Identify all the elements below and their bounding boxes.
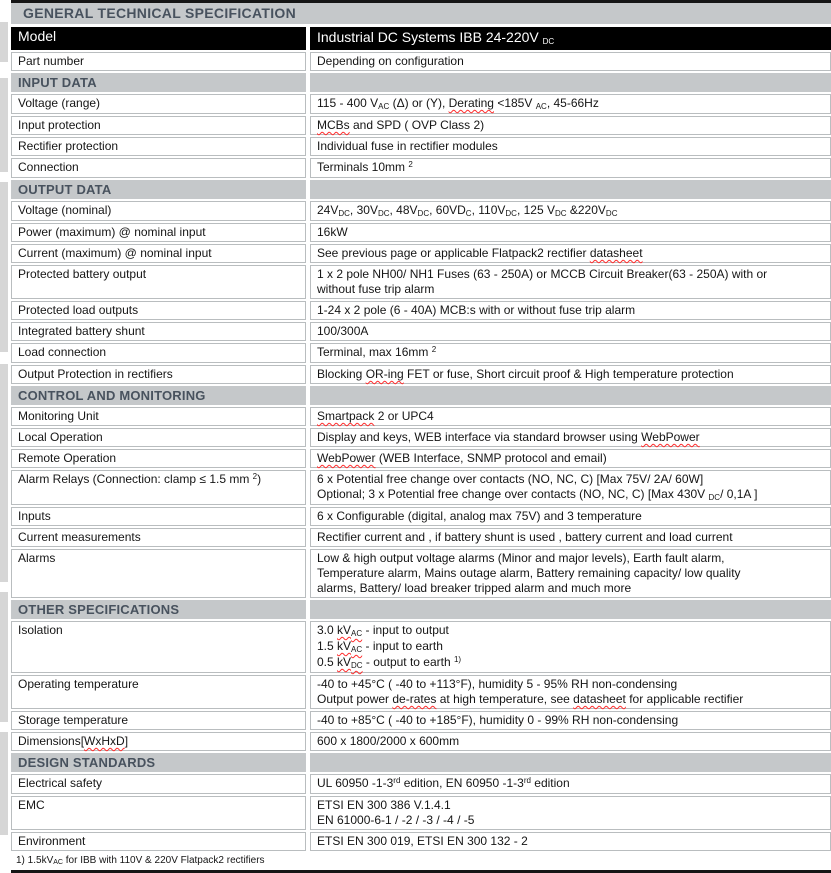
- table-row: [11, 223, 831, 242]
- spellcheck-flagged-text: kV: [337, 623, 352, 637]
- value-line: [317, 246, 824, 261]
- text-run: Protected load outputs: [18, 303, 139, 317]
- scan-edge-gap: [0, 582, 8, 592]
- row-label: [11, 470, 306, 505]
- superscript-text: rd: [393, 776, 401, 785]
- table-row: [11, 449, 831, 468]
- row-value: [310, 470, 831, 505]
- section-header-row: [11, 73, 831, 92]
- text-run: ETSI EN 300 019, ETSI EN 300 132 - 2: [317, 834, 528, 848]
- row-value: [310, 27, 831, 50]
- text-run: Output power: [317, 692, 393, 706]
- text-run: &220V: [566, 203, 606, 217]
- text-run: Storage temperature: [18, 713, 129, 727]
- text-run: 16kW: [317, 225, 348, 239]
- scan-edge-gap: [0, 722, 8, 732]
- text-run: for applicable rectifier: [625, 692, 744, 706]
- superscript-text: 2: [408, 160, 413, 169]
- row-label: [11, 52, 306, 71]
- row-label: [11, 428, 306, 447]
- value-line: [317, 692, 824, 707]
- section-header-spacer: [310, 386, 831, 405]
- spellcheck-flagged-text: WebPower: [317, 451, 376, 465]
- text-run: Load connection: [18, 345, 107, 359]
- subscript-text: AC: [378, 102, 390, 111]
- value-line: [317, 776, 824, 792]
- spellcheck-flagged-text: DC: [351, 661, 363, 670]
- section-header-spacer: [310, 180, 831, 199]
- row-value: [310, 675, 831, 709]
- row-label: [11, 774, 306, 794]
- spellcheck-flagged-text: kV: [337, 639, 352, 653]
- subscript-text: DC: [554, 209, 567, 218]
- spellcheck-flagged-text: WebPower: [641, 430, 700, 444]
- text-run: Inputs: [18, 509, 51, 523]
- value-line: [317, 303, 824, 318]
- footnote: [11, 853, 831, 873]
- text-run: Remote Operation: [18, 451, 117, 465]
- text-run: (WEB Interface, SNMP protocol and email): [375, 451, 607, 465]
- text-run: 115 - 400 V: [317, 96, 379, 110]
- text-run: Local Operation: [18, 430, 103, 444]
- text-run: 2 or UPC4: [374, 409, 434, 423]
- value-line: [317, 160, 824, 176]
- value-line: [317, 225, 824, 240]
- row-value: [310, 549, 831, 598]
- text-run: Part number: [18, 54, 85, 68]
- superscript-text: 2: [431, 345, 437, 354]
- spellcheck-flagged-text: de-rates: [392, 692, 437, 706]
- row-value: [310, 223, 831, 242]
- subscript-text: DC: [708, 493, 721, 502]
- row-label: [11, 549, 306, 598]
- section-header-spacer: [310, 600, 831, 619]
- value-line: [317, 203, 824, 219]
- subscript-text: DC: [542, 37, 555, 46]
- table-row: [11, 621, 831, 673]
- row-value: [310, 52, 831, 71]
- text-run: Protected battery output: [18, 267, 147, 281]
- text-run: Industrial DC Systems IBB 24-220V: [317, 29, 543, 45]
- text-run: Environment: [18, 834, 86, 848]
- text-run: - output to earth: [362, 655, 454, 669]
- text-run: edition, EN 60950 -1-3: [400, 776, 524, 790]
- text-run: Input protection: [18, 118, 101, 132]
- text-run: and SPD ( OVP Class 2): [349, 118, 485, 132]
- text-run: Low & high output voltage alarms (Minor and major levels), Earth fault alarm,: [317, 551, 725, 565]
- value-line: [317, 566, 824, 581]
- row-value: [310, 322, 831, 341]
- value-line: [317, 623, 824, 639]
- row-value: [310, 774, 831, 794]
- value-line: [317, 324, 824, 339]
- table-row: [11, 774, 831, 794]
- row-value: [310, 832, 831, 851]
- row-label: [11, 675, 306, 709]
- value-line: [317, 267, 824, 282]
- subscript-text: C: [465, 209, 472, 218]
- value-line: [317, 367, 824, 382]
- text-run: , 30V: [349, 203, 378, 217]
- spellcheck-flagged-text: WxHxD: [84, 734, 125, 748]
- row-value: [310, 507, 831, 526]
- text-run: - input to earth: [362, 639, 443, 653]
- table-row: [11, 470, 831, 505]
- section-header-label: OUTPUT DATA: [11, 180, 306, 199]
- row-label: [11, 265, 306, 299]
- spellcheck-flagged-text: AC: [351, 629, 363, 638]
- value-line: [317, 509, 824, 524]
- scan-edge-gap: [0, 352, 8, 364]
- value-line: [317, 451, 824, 466]
- section-header-spacer: [310, 753, 831, 772]
- text-run: 1) 1.5kV: [16, 855, 54, 866]
- text-run: ETSI EN 300 386 V.1.4.1: [317, 798, 451, 812]
- table-row: [11, 428, 831, 447]
- row-label: [11, 365, 306, 384]
- text-run: / 0,1A ]: [720, 487, 758, 501]
- row-value: [310, 796, 831, 830]
- row-value: [310, 732, 831, 751]
- row-label: [11, 94, 306, 114]
- scan-edge-gap: [0, 172, 8, 182]
- row-value: [310, 244, 831, 263]
- row-label: [11, 158, 306, 178]
- section-header-row: [11, 753, 831, 772]
- row-label: [11, 223, 306, 242]
- superscript-text: 2: [252, 472, 258, 481]
- text-run: 24V: [317, 203, 339, 217]
- text-run: 3.0: [317, 623, 338, 637]
- row-value: [310, 449, 831, 468]
- table-row: [11, 407, 831, 426]
- text-run: Display and keys, WEB interface via standard browser using: [317, 430, 642, 444]
- value-line: [317, 282, 824, 297]
- value-line: [317, 487, 824, 503]
- row-value: [310, 116, 831, 135]
- text-run: <185V: [493, 96, 536, 110]
- value-line: [317, 139, 824, 154]
- text-run: Alarm Relays (Connection: clamp ≤ 1.5 mm: [18, 472, 253, 486]
- subscript-text: AC: [53, 859, 63, 866]
- table-row: [11, 137, 831, 156]
- value-line: [317, 639, 824, 655]
- value-line: [317, 713, 824, 728]
- text-run: Current (maximum) @ nominal input: [18, 246, 212, 260]
- table-row: [11, 244, 831, 263]
- text-run: , 125 V: [516, 203, 555, 217]
- row-label: [11, 507, 306, 526]
- text-run: FET or fuse, Short circuit proof & High temperature protection: [403, 367, 734, 381]
- text-run: Connection: [18, 160, 79, 174]
- section-header-spacer: [310, 73, 831, 92]
- table-row: [11, 301, 831, 320]
- row-label: [11, 621, 306, 673]
- row-value: [310, 365, 831, 384]
- superscript-text: rd: [523, 776, 531, 785]
- value-line: [317, 29, 824, 48]
- table-row: [11, 158, 831, 178]
- row-label: [11, 301, 306, 320]
- row-label: [11, 27, 306, 50]
- section-header-label: DESIGN STANDARDS: [11, 753, 306, 772]
- row-label: [11, 711, 306, 730]
- subscript-text: AC: [535, 102, 547, 111]
- table-row: [11, 322, 831, 341]
- row-label: [11, 244, 306, 263]
- text-run: alarms, Battery/ load breaker tripped alarm and much more: [317, 581, 632, 595]
- text-run: Terminals 10mm: [317, 160, 409, 174]
- value-line: [317, 118, 824, 133]
- text-run: EN 61000-6-1 / -2 / -3 / -4 / -5: [317, 813, 475, 827]
- value-line: [317, 409, 824, 424]
- table-row: [11, 265, 831, 299]
- table-row: [11, 796, 831, 830]
- text-run: Electrical safety: [18, 776, 103, 790]
- text-run: UL 60950 -1-3: [317, 776, 394, 790]
- table-row: [11, 343, 831, 363]
- row-value: [310, 201, 831, 221]
- text-run: Depending on configuration: [317, 54, 464, 68]
- superscript-text: 1): [453, 655, 462, 664]
- table-row: [11, 116, 831, 135]
- text-run: without fuse trip alarm: [317, 282, 435, 296]
- row-label: [11, 322, 306, 341]
- table-row: [11, 365, 831, 384]
- value-line: [317, 655, 824, 671]
- spellcheck-flagged-text: Smartpack: [317, 409, 375, 423]
- model-header-row: [11, 27, 831, 50]
- section-header-row: [11, 600, 831, 619]
- text-run: EMC: [18, 798, 45, 812]
- value-line: [317, 530, 824, 545]
- table-row: [11, 528, 831, 547]
- value-line: [317, 581, 824, 596]
- text-run: Output Protection in rectifiers: [18, 367, 173, 381]
- text-run: 100/300A: [317, 324, 369, 338]
- text-run: Individual fuse in rectifier modules: [317, 139, 498, 153]
- value-line: [317, 551, 824, 566]
- value-line: [317, 54, 824, 69]
- text-run: Rectifier protection: [18, 139, 119, 153]
- subscript-text: DC: [417, 209, 430, 218]
- row-value: [310, 301, 831, 320]
- spec-table: [11, 27, 831, 851]
- text-run: See previous page or applicable Flatpack2 rectifier: [317, 246, 590, 260]
- subscript-text: DC: [338, 209, 350, 218]
- text-run: Isolation: [18, 623, 63, 637]
- text-run: at high temperature, see: [436, 692, 574, 706]
- text-run: -40 to +45°C ( -40 to +113°F), humidity 5 - 95% RH non-condensing: [317, 677, 678, 691]
- row-label: [11, 137, 306, 156]
- value-line: [317, 677, 824, 692]
- value-line: [317, 798, 824, 813]
- row-value: [310, 711, 831, 730]
- row-value: [310, 265, 831, 299]
- text-run: 600 x 1800/2000 x 600mm: [317, 734, 460, 748]
- value-line: [317, 96, 824, 112]
- table-row: [11, 832, 831, 851]
- subscript-text: DC: [505, 209, 517, 218]
- value-line: [317, 813, 824, 828]
- row-value: [310, 407, 831, 426]
- value-line: [317, 734, 824, 749]
- table-row: [11, 549, 831, 598]
- text-run: Temperature alarm, Mains outage alarm, Battery remaining capacity/ low quality: [317, 566, 741, 580]
- spellcheck-flagged-text: OR-ing: [365, 367, 404, 381]
- text-run: Blocking: [317, 367, 366, 381]
- section-header-label: INPUT DATA: [11, 73, 306, 92]
- text-run: 1-24 x 2 pole (6 - 40A) MCB:s with or without fuse trip alarm: [317, 303, 636, 317]
- scan-edge-gap: [0, 62, 8, 78]
- subscript-text: DC: [377, 209, 390, 218]
- text-run: , 110V: [471, 203, 506, 217]
- value-line: [317, 430, 824, 445]
- spellcheck-flagged-text: MCBs: [317, 118, 350, 132]
- text-run: , 60VD: [429, 203, 466, 217]
- text-run: 0.5: [317, 655, 338, 669]
- text-run: Alarms: [18, 551, 56, 565]
- subscript-text: DC: [605, 209, 618, 218]
- text-run: 1.5: [317, 639, 338, 653]
- row-label: [11, 201, 306, 221]
- value-line: [317, 345, 824, 361]
- row-value: [310, 94, 831, 114]
- value-line: [317, 834, 824, 849]
- text-run: ]: [124, 734, 129, 748]
- section-header-label: CONTROL AND MONITORING: [11, 386, 306, 405]
- text-run: , 48V: [389, 203, 418, 217]
- row-label: [11, 343, 306, 363]
- text-run: Operating temperature: [18, 677, 139, 691]
- text-run: Monitoring Unit: [18, 409, 99, 423]
- table-row: [11, 94, 831, 114]
- text-run: 6 x Configurable (digital, analog max 75V) and 3 temperature: [317, 509, 642, 523]
- text-run: Rectifier current and , if battery shunt is used , battery current and load current: [317, 530, 733, 544]
- section-header-row: [11, 386, 831, 405]
- text-run: (Δ) or (Y),: [389, 96, 449, 110]
- text-run: Dimensions[: [18, 734, 85, 748]
- table-row: [11, 52, 831, 71]
- text-run: - input to output: [362, 623, 449, 637]
- text-run: Current measurements: [18, 530, 141, 544]
- row-value: [310, 621, 831, 673]
- row-label: [11, 116, 306, 135]
- spellcheck-flagged-text: datasheet: [589, 246, 643, 260]
- spellcheck-flagged-text: datasheet: [573, 692, 626, 706]
- text-run: edition: [530, 776, 570, 790]
- text-run: , 45-66Hz: [546, 96, 599, 110]
- table-row: [11, 201, 831, 221]
- row-value: [310, 137, 831, 156]
- spellcheck-flagged-text: Derating: [448, 96, 494, 110]
- section-header-label: OTHER SPECIFICATIONS: [11, 600, 306, 619]
- text-run: Power (maximum) @ nominal input: [18, 225, 206, 239]
- text-run: 6 x Potential free change over contacts (NO, NC, C) [Max 75V/ 2A/ 60W]: [317, 472, 704, 486]
- page-title: GENERAL TECHNICAL SPECIFICATION: [11, 0, 831, 24]
- text-run: Integrated battery shunt: [18, 324, 145, 338]
- row-value: [310, 528, 831, 547]
- spellcheck-flagged-text: kV: [337, 655, 352, 669]
- row-label: [11, 449, 306, 468]
- row-label: [11, 528, 306, 547]
- table-row: [11, 675, 831, 709]
- row-label: [11, 796, 306, 830]
- row-value: [310, 428, 831, 447]
- document-content: [11, 0, 831, 873]
- text-run: ): [257, 472, 262, 486]
- text-run: for IBB with 110V & 220V Flatpack2 rectifiers: [62, 855, 265, 866]
- value-line: [317, 472, 824, 487]
- text-run: Optional; 3 x Potential free change over contacts (NO, NC, C) [Max 430V: [317, 487, 709, 501]
- row-label: [11, 732, 306, 751]
- row-label: [11, 407, 306, 426]
- section-header-row: [11, 180, 831, 199]
- text-run: Voltage (nominal): [18, 203, 112, 217]
- text-run: Terminal, max 16mm: [317, 345, 432, 359]
- spellcheck-flagged-text: AC: [351, 645, 363, 654]
- text-run: Voltage (range): [18, 96, 101, 110]
- table-row: [11, 732, 831, 751]
- row-value: [310, 158, 831, 178]
- row-value: [310, 343, 831, 363]
- table-row: [11, 711, 831, 730]
- text-run: 1 x 2 pole NH00/ NH1 Fuses (63 - 250A) or MCCB Circuit Breaker(63 - 250A) with or: [317, 267, 768, 281]
- scan-edge-artifact: [0, 22, 8, 835]
- text-run: -40 to +85°C ( -40 to +185°F), humidity 0 - 99% RH non-condensing: [317, 713, 679, 727]
- text-run: Model: [18, 28, 57, 44]
- table-row: [11, 507, 831, 526]
- row-label: [11, 832, 306, 851]
